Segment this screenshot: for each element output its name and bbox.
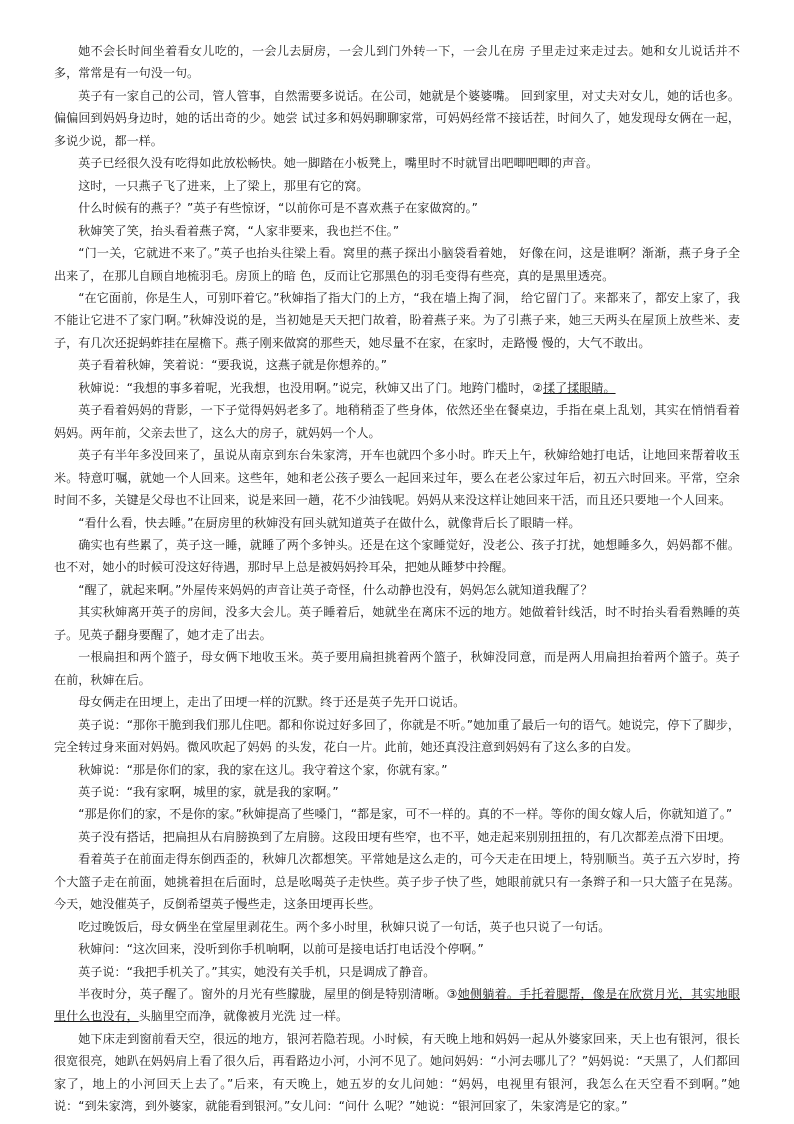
paragraph bbox=[54, 152, 740, 174]
paragraph bbox=[54, 826, 740, 848]
paragraph-text: 一根扁担和两个篮子，母女俩下地收玉米。英子要用扁担挑着两个篮子，秋婶没同意，而是两人用扁担抬着两个篮子。英子在前，秋婶在后。 bbox=[54, 650, 740, 687]
paragraph-text: 英子有半年多没回来了，虽说从南京到东台朱家湾，开车也就四个多小时。昨天上午，秋婶给她打电话，让地回来帮着收玉米。特意叮嘱，就她一个人回来。这些年，她和老公孩子要么一起回来过年，要么在老公家过年后，初五六时回来。平常，空余时间不多，关键是父母也不让回来，说是来回一趟，花不少油钱呢。妈妈从来没这样让她回来干活，而且还只要地一个人回来。 bbox=[54, 448, 740, 508]
paragraph bbox=[54, 848, 740, 915]
paragraph-text: 秋婶笑了笑，抬头看着燕子窝，“人家非要来，我也拦不住。” bbox=[78, 223, 400, 238]
paragraph-text: 英子没有搭话，把扁担从右肩膀换到了左肩膀。这段田埂有些窄，也不平，她走起来别别扭扭的，有几次都差点滑下田埂。 bbox=[78, 829, 732, 844]
paragraph bbox=[54, 242, 740, 287]
paragraph-text: 英子说：“那你干脆到我们那儿住吧。都和你说过好多回了，你就是不听。”她加重了最后一句的语气。她说完，停下了脚步，完全转过身来面对妈妈。微风吹起了妈妈 的头发，花白一片。此前，她还真没注意到妈妈有了这么多的白发。 bbox=[54, 717, 740, 755]
paragraph-text: 英子说：“我把手机关了。”其实，她没有关手机，只是调成了静音。 bbox=[78, 964, 436, 979]
paragraph-text: “门一关，它就进不来了。”英子也抬头往梁上看。窝里的燕子探出小脑袋看着她， 好像在问，这是谁啊？渐渐，燕子身子全出来了，在那儿自顾自地梳羽毛。房顶上的暗 色，反而让它那黑色的羽毛变得有些亮，真的是黑里透亮。 bbox=[54, 246, 740, 283]
paragraph-text: 吃过晚饭后，母女俩坐在堂屋里剥花生。两个多小时里，秋婶只说了一句话，英子也只说了一句话。 bbox=[78, 919, 611, 934]
paragraph-text: 看着英子在前面走得东倒西歪的，秋婶几次都想笑。平常她是这么走的，可今天走在田埂上，特别顺当。英子五六岁时，挎个大篮子走在前面，她挑着担在后面时，总是吆喝英子走快些。英子步子快了些，她眼前就只有一条辫子和一只大篮子在晃荡。 今天，她没催英子，反倒希望英子慢些走，这条田埂再长些。 bbox=[54, 852, 740, 912]
paragraph-text: “醒了，就起来啊。”外屋传来妈妈的声音让英子奇怪，什么动静也没有，妈妈怎么就知道我醒了？ bbox=[78, 582, 593, 597]
paragraph-text: 英子已经很久没有吃得如此放松畅快。她一脚踏在小板凳上，嘴里时不时就冒出吧唧吧唧的声音。 bbox=[78, 156, 599, 171]
paragraph-text: 秋婶说：“我想的事多着呢，光我想，也没用啊。”说完，秋婶又出了门。地跨门槛时，② bbox=[78, 380, 543, 395]
paragraph bbox=[54, 691, 740, 713]
underlined-text: 她侧躺着。手托着腮帮，像是在欣赏月光，其实地眼里什么也没有， bbox=[54, 987, 740, 1024]
paragraph bbox=[54, 916, 740, 938]
paragraph bbox=[54, 40, 740, 85]
paragraph bbox=[54, 377, 740, 399]
paragraph-text: 她不会长时间坐着看女儿吃的，一会儿去厨房，一会儿到门外转一下，一会儿在房 子里走过来走过去。她和女儿说话并不多，常常是有一句没一句。 bbox=[54, 44, 740, 81]
paragraph bbox=[54, 512, 740, 534]
paragraph-text: 英子看着妈妈的背影，一下子觉得妈妈老多了。地稍稍歪了些身体，依然还坐在餐桌边，手指在桌上乱划，其实在悄悄看着妈妈。两年前，父亲去世了，这么大的房子，就妈妈一个人。 bbox=[54, 403, 740, 440]
paragraph bbox=[54, 399, 740, 444]
paragraph-text: “在它面前，你是生人，可别吓着它。”秋婶指了指大门的上方，“我在墙上掏了洞， 给它留门了。来都来了，都安上家了，我不能让它进不了家门啊。”秋婶没说的是，当初她是天天把门故着，盼着燕子来。为了引燕子来，她三天两头在屋顶上放些米、麦子，有几次还捉蚂蚱挂在屋檐下。燕子刚来做窝的那些天，她尽量不在家，在家时，走路慢 慢的，大气不敢出。 bbox=[54, 290, 740, 350]
paragraph-text: 头脑里空而净，就像被月光洗 过一样。 bbox=[138, 1009, 349, 1024]
paragraph-text: 她下床走到窗前看天空，很远的地方，银河若隐若现。小时候，有天晚上地和妈妈一起从外婆家回来，天上也有银河，很长很宽很亮，她趴在妈妈肩上看了很久后，再看路边小河，小河不见了。她问妈妈：“小河去哪儿了？”妈妈说：“天黑了，人们都回家了，地上的小河回天上去了。”后来，有天晚上，她五岁的女儿问她：“妈妈，电视里有银河，我怎么在天空看不到啊。”她说：“到朱家湾，到外婆家，就能看到银河。”女儿问：“问什 么呢？”她说：“银河回家了，朱家湾是它的家。” bbox=[54, 1031, 740, 1114]
paragraph bbox=[54, 220, 740, 242]
paragraph bbox=[54, 579, 740, 601]
paragraph-text: 什么时候有的燕子？”英子有些惊讶，“以前你可是不喜欢燕子在家做窝的。” bbox=[78, 201, 478, 216]
paragraph-text: 其实秋婶离开英子的房间，没多大会儿。英子睡着后，她就坐在离床不远的地方。她做着针线活，时不时抬头看看熟睡的英子。见英子翻身要醒了，她才走了出去。 bbox=[54, 605, 740, 642]
paragraph bbox=[54, 714, 740, 759]
paragraph-text: 英子说：“我有家啊，城里的家，就是我的家啊。” bbox=[78, 784, 339, 799]
paragraph bbox=[54, 803, 740, 825]
paragraph-text: 秋婶说：“那是你们的家，我的家在这儿。我守着这个家，你就有家。” bbox=[78, 762, 448, 777]
paragraph bbox=[54, 1028, 740, 1118]
document-page bbox=[54, 40, 740, 1118]
paragraph-text: “看什么看，快去睡。”在厨房里的秋婶没有回头就知道英子在做什么，就像背后长了眼睛一样。 bbox=[78, 515, 581, 530]
paragraph bbox=[54, 938, 740, 960]
paragraph-text: 母女俩走在田埂上，走出了田埂一样的沉默。终于还是英子先开口说话。 bbox=[78, 695, 466, 710]
paragraph bbox=[54, 759, 740, 781]
paragraph bbox=[54, 354, 740, 376]
paragraph-text: 确实也有些累了，英子这一睡，就睡了两个多钟头。还是在这个家睡觉好，没老公、孩子打扰，她想睡多久，妈妈都不催。也不对，她小的时候可没这好待遇，那时早上总是被妈妈拎耳朵，把她从睡梦中拎醒。 bbox=[54, 537, 740, 575]
paragraph bbox=[54, 287, 740, 354]
paragraph bbox=[54, 601, 740, 646]
paragraph-text: 英子看着秋婶，笑着说：“要我说，这燕子就是你想养的。” bbox=[78, 358, 388, 373]
paragraph bbox=[54, 646, 740, 691]
underlined-text: 揉了揉眼睛。 bbox=[542, 380, 616, 395]
paragraph bbox=[54, 444, 740, 511]
paragraph bbox=[54, 197, 740, 219]
paragraph-text: “那是你们的家，不是你的家。”秋婶提高了些嗓门，“都是家，可不一样的。真的不一样。等你的闺女嫁人后，你就知道了。” bbox=[78, 807, 733, 822]
paragraph bbox=[54, 961, 740, 983]
paragraph-text: 秋婶问：“这次回来，没听到你手机响啊，以前可是接电话打电话没个停啊。” bbox=[78, 942, 484, 957]
paragraph bbox=[54, 85, 740, 152]
paragraph-text: 英子有一家自己的公司，管人管事，自然需要多说话。在公司，她就是个婆婆嘴。 回到家里，对丈夫对女儿，她的话也多。偏偏回到妈妈身边时，她的话出奇的少。她尝 试过多和妈妈聊聊家常，可妈妈经常不接话茬，时间久了，她发现母女俩在一起，多说少说，都一样。 bbox=[54, 88, 740, 148]
paragraph bbox=[54, 983, 740, 1028]
paragraph-text: 这时，一只燕子飞了进来，上了梁上，那里有它的窝。 bbox=[78, 178, 369, 193]
paragraph-text: 半夜时分，英子醒了。窗外的月光有些朦胧，屋里的倒是特别清晰。③ bbox=[78, 987, 458, 1002]
paragraph bbox=[54, 534, 740, 579]
paragraph bbox=[54, 175, 740, 197]
paragraph bbox=[54, 781, 740, 803]
